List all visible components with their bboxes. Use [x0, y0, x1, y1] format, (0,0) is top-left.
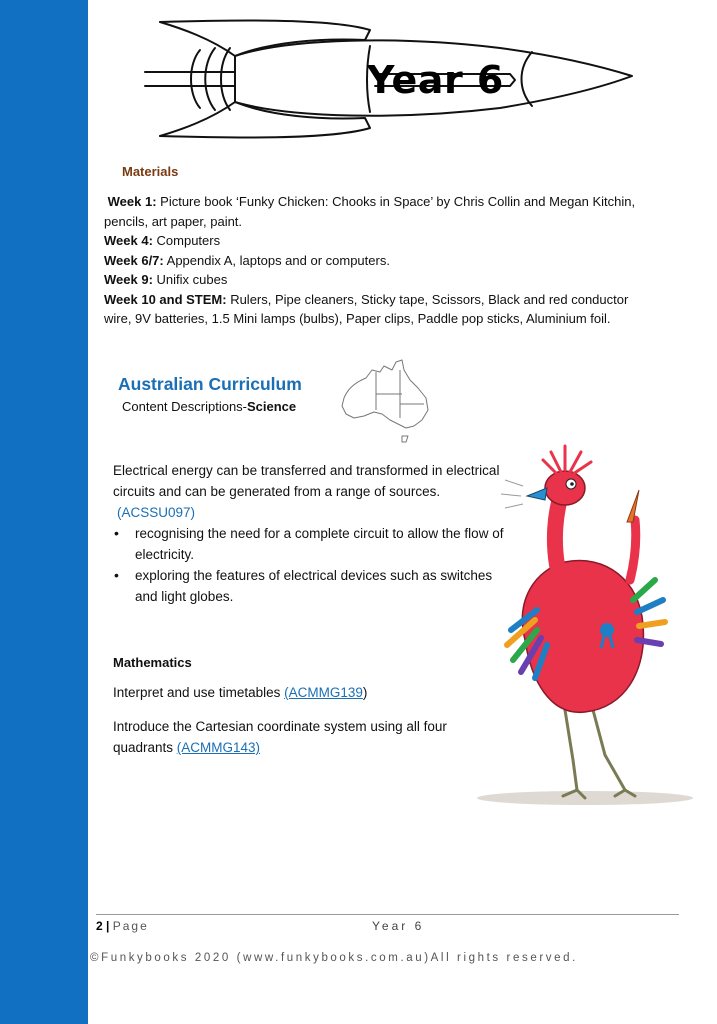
page-word: Page [112, 919, 149, 933]
materials-week-4 [104, 231, 694, 251]
acmmg139-link[interactable]: (ACMMG139 [284, 685, 363, 700]
item-text: Interpret and use timetables [113, 685, 285, 700]
acmmg143-link[interactable]: (ACMMG143) [176, 740, 261, 755]
week-text: Appendix A, laptops and or computers. [163, 252, 390, 268]
list-item [113, 523, 505, 565]
science-code: (ACSSU097) [117, 505, 196, 520]
materials-heading: Materials [122, 164, 179, 179]
item-suffix: ) [362, 685, 368, 700]
curriculum-subtitle-subject: Science [247, 399, 297, 414]
materials-week-10-stem-cont: wire, 9V batteries, 1.5 Mini lamps (bulbs), Paper clips, Paddle pop sticks, Aluminium foil. [104, 311, 611, 326]
week-label: Week 9: [104, 272, 153, 287]
bullet-text: recognising the need for a complete circuit to allow the flow of electricity. [135, 526, 504, 562]
mathematics-heading: Mathematics [113, 655, 192, 670]
materials-week-9 [104, 270, 694, 290]
week-text: Picture book ‘Funky Chicken: Chooks in Space’ by Chris Collin and Megan Kitchin, [156, 194, 636, 209]
week-text: Unifix cubes [152, 272, 228, 287]
curriculum-subtitle [122, 399, 296, 414]
list-item [113, 565, 505, 607]
materials-week-1 [104, 192, 694, 212]
page-separator: | [102, 919, 113, 933]
week-label: Week 10 and STEM: [104, 291, 227, 307]
left-sidebar-band [0, 0, 88, 1024]
bullet-icon: • [114, 525, 119, 541]
curriculum-title: Australian Curriculum [118, 374, 302, 394]
footer-year: Year 6 [372, 919, 425, 933]
science-bullets [113, 523, 505, 607]
item-text: Introduce the Cartesian coordinate system using all four quadrants [113, 719, 447, 755]
curriculum-subtitle-prefix: Content Descriptions- [122, 399, 247, 414]
science-section [113, 460, 505, 607]
week-label: Week 1: [107, 194, 157, 209]
materials-week-6-7 [104, 251, 694, 271]
page-number-label [96, 919, 149, 933]
week-label: Week 4: [104, 233, 153, 248]
footer-divider [96, 914, 679, 915]
science-description: Electrical energy can be transferred and transformed in electrical circuits and can be generated from a range of sources. [113, 463, 500, 499]
materials-week-1-cont: pencils, art paper, paint. [104, 213, 243, 229]
week-text: Computers [152, 233, 221, 248]
mathematics-item-2 [113, 716, 493, 758]
funky-chicken-illustration [465, 440, 700, 840]
mathematics-item-1 [113, 685, 367, 700]
materials-list [104, 192, 694, 329]
copyright-notice: ©Funkybooks 2020 (www.funkybooks.com.au)All rights reserved. [90, 952, 578, 964]
materials-week-10-stem [104, 290, 694, 310]
week-text: Rulers, Pipe cleaners, Sticky tape, Scissors, Black and red conductor [226, 291, 629, 307]
week-label: Week 6/7: [104, 252, 164, 268]
page-number: 2 [96, 919, 103, 933]
bullet-text: exploring the features of electrical devices such as switches and light globes. [135, 568, 493, 604]
australia-map-icon [338, 358, 434, 444]
bullet-icon: • [114, 567, 119, 583]
page-title: Year 6 [367, 58, 504, 102]
